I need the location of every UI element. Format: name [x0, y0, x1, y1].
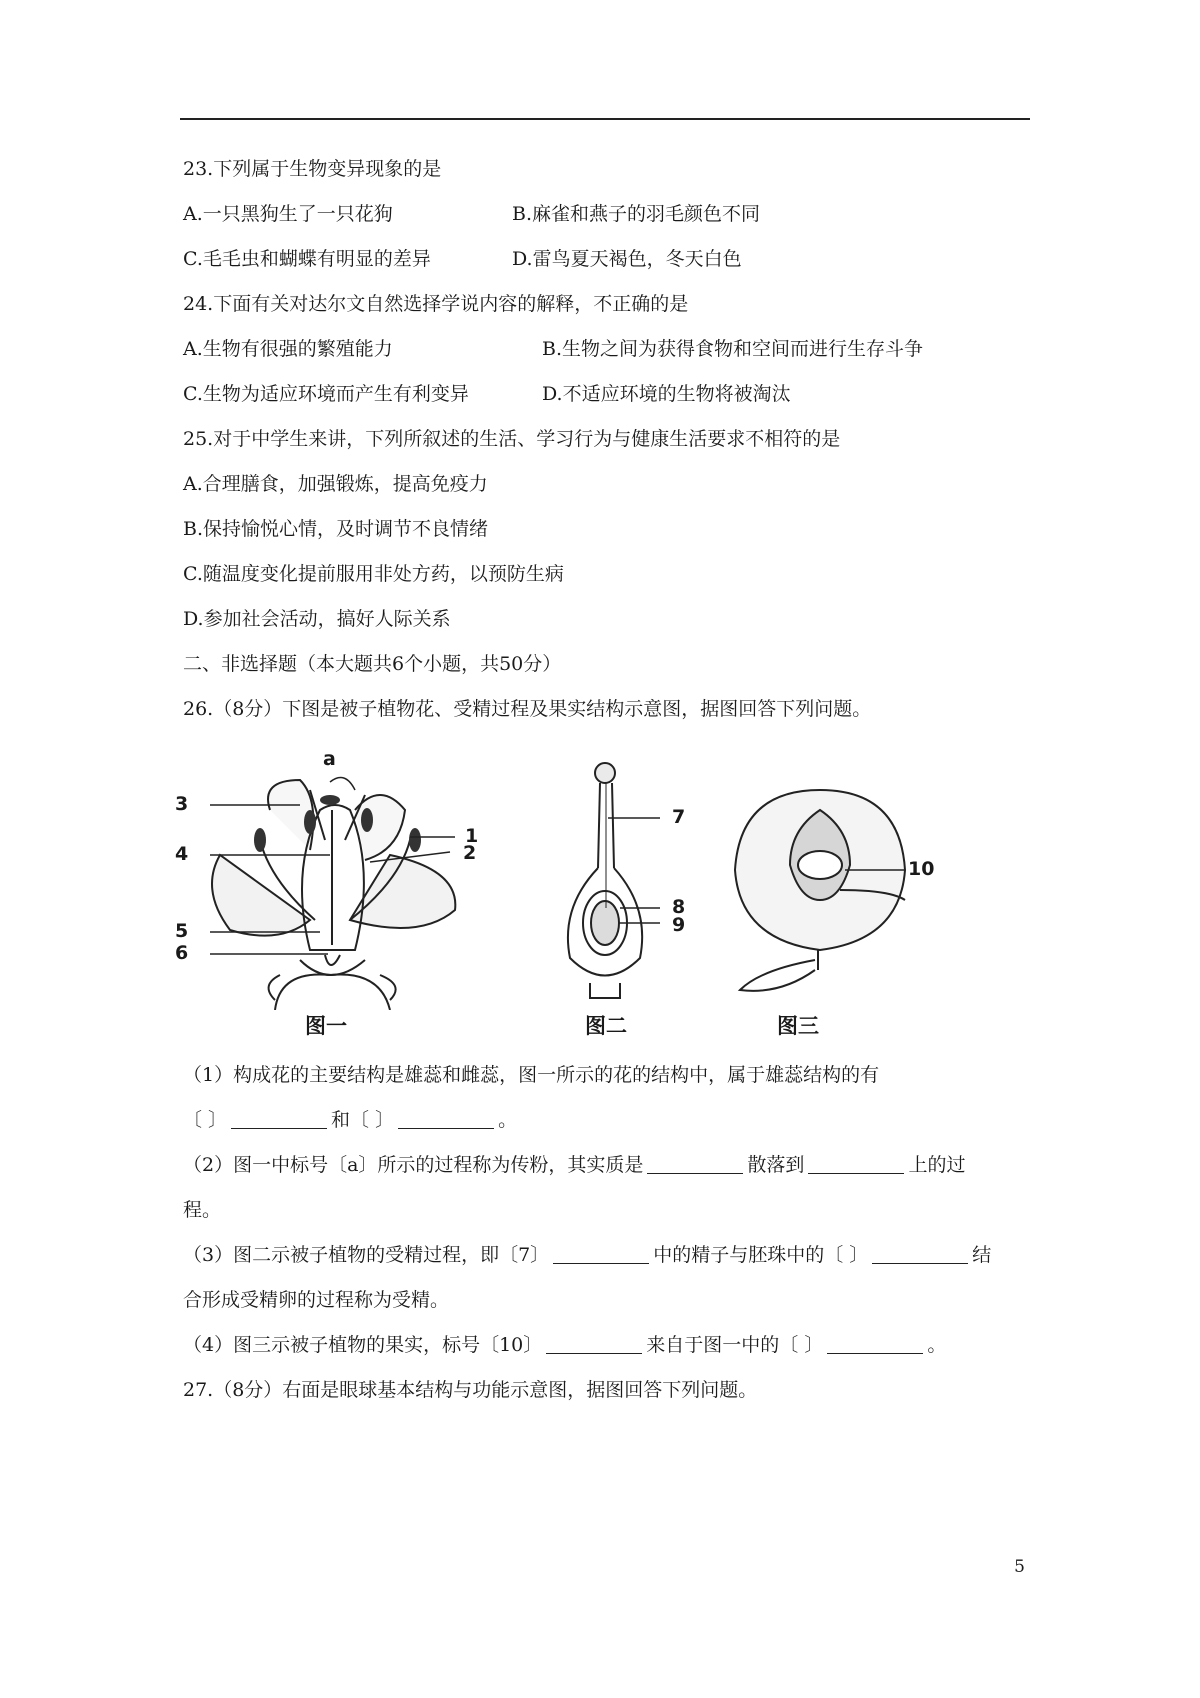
q26-part1-line1: （1）构成花的主要结构是雄蕊和雌蕊，图一所示的花的结构中，属于雄蕊结构的有 [183, 1064, 880, 1086]
flower-figures [175, 748, 960, 1040]
figure-2-pistil [550, 758, 670, 1008]
label-10: 10 [908, 858, 935, 880]
q24-option-d: D.不适应环境的生物将被淘汰 [542, 383, 791, 405]
label-7: 7 [672, 806, 686, 828]
q23-option-b: B.麻雀和燕子的羽毛颜色不同 [512, 203, 761, 225]
q26-part4-line [183, 1332, 946, 1358]
q26-part3-text-b: 中的精子与胚珠中的〔 〕 [653, 1244, 869, 1266]
q25-option-d: D.参加社会活动，搞好人际关系 [183, 608, 451, 630]
q26-part1-blank2[interactable] [398, 1110, 494, 1129]
q26-part1-and: 和〔 〕 [331, 1109, 395, 1131]
q26-part2-text-c: 上的过 [908, 1154, 966, 1176]
figure-3-fruit [720, 770, 920, 1000]
q26-part2-blank2[interactable] [808, 1155, 904, 1174]
q25-option-b: B.保持愉悦心情，及时调节不良情绪 [183, 518, 489, 540]
q26-part3-text-a: （3）图二示被子植物的受精过程，即〔7〕 [183, 1244, 550, 1266]
label-3: 3 [175, 793, 189, 815]
caption-figure-2: 图二 [585, 1014, 627, 1038]
label-9: 9 [672, 914, 686, 936]
label-1: 1 [465, 825, 479, 847]
q23-stem: 23.下列属于生物变异现象的是 [183, 158, 442, 180]
q26-part4-blank1[interactable] [546, 1335, 642, 1354]
q26-part3-line2: 合形成受精卵的过程称为受精。 [183, 1289, 450, 1311]
q26-part3-blank2[interactable] [872, 1245, 968, 1264]
q27-stem: 27.（8分）右面是眼球基本结构与功能示意图，据图回答下列问题。 [183, 1379, 758, 1401]
q24-option-b: B.生物之间为获得食物和空间而进行生存斗争 [542, 338, 924, 360]
caption-figure-3: 图三 [777, 1014, 819, 1038]
q26-part3-line1 [183, 1242, 991, 1268]
label-4: 4 [175, 843, 189, 865]
label-a: a [323, 748, 336, 770]
figure-1-flower [180, 770, 480, 1010]
q25-stem: 25.对于中学生来讲，下列所叙述的生活、学习行为与健康生活要求不相符的是 [183, 428, 841, 450]
label-8: 8 [672, 896, 686, 918]
label-5: 5 [175, 920, 189, 942]
section-heading: 二、非选择题（本大题共6个小题，共50分） [183, 653, 562, 675]
q25-option-c: C.随温度变化提前服用非处方药，以预防生病 [183, 563, 564, 585]
q24-option-a: A.生物有很强的繁殖能力 [183, 338, 393, 360]
q23-option-a: A.一只黑狗生了一只花狗 [183, 203, 393, 225]
q26-part2-line1 [183, 1152, 965, 1178]
q26-part4-text-a: （4）图三示被子植物的果实，标号〔10〕 [183, 1334, 543, 1356]
q26-part3-blank1[interactable] [553, 1245, 649, 1264]
q26-stem: 26.（8分）下图是被子植物花、受精过程及果实结构示意图，据图回答下列问题。 [183, 698, 872, 720]
q26-part2-blank1[interactable] [647, 1155, 743, 1174]
label-6: 6 [175, 942, 189, 964]
q26-part1-line2 [183, 1107, 517, 1133]
q23-option-d: D.雷鸟夏天褐色，冬天白色 [512, 248, 742, 270]
q26-part1-end: 。 [498, 1109, 518, 1131]
q26-part2-text-a: （2）图一中标号〔a〕所示的过程称为传粉，其实质是 [183, 1154, 644, 1176]
q26-part1-blank1[interactable] [231, 1110, 327, 1129]
q26-part1-bracket1: 〔 〕 [183, 1109, 228, 1131]
q24-stem: 24.下面有关对达尔文自然选择学说内容的解释，不正确的是 [183, 293, 689, 315]
q26-part4-blank2[interactable] [827, 1335, 923, 1354]
q24-option-c: C.生物为适应环境而产生有利变异 [183, 383, 469, 405]
q26-part2-line2: 程。 [183, 1199, 222, 1221]
q26-part4-text-c: 。 [927, 1334, 947, 1356]
q26-part4-text-b: 来自于图一中的〔 〕 [646, 1334, 824, 1356]
q26-part3-text-c: 结 [972, 1244, 992, 1266]
q26-part2-text-b: 散落到 [747, 1154, 805, 1176]
label-2: 2 [463, 842, 477, 864]
q25-option-a: A.合理膳食，加强锻炼，提高免疫力 [183, 473, 488, 495]
page-number: 5 [1014, 1557, 1025, 1577]
header-rule [180, 118, 1030, 120]
caption-figure-1: 图一 [305, 1014, 347, 1038]
q23-option-c: C.毛毛虫和蝴蝶有明显的差异 [183, 248, 431, 270]
